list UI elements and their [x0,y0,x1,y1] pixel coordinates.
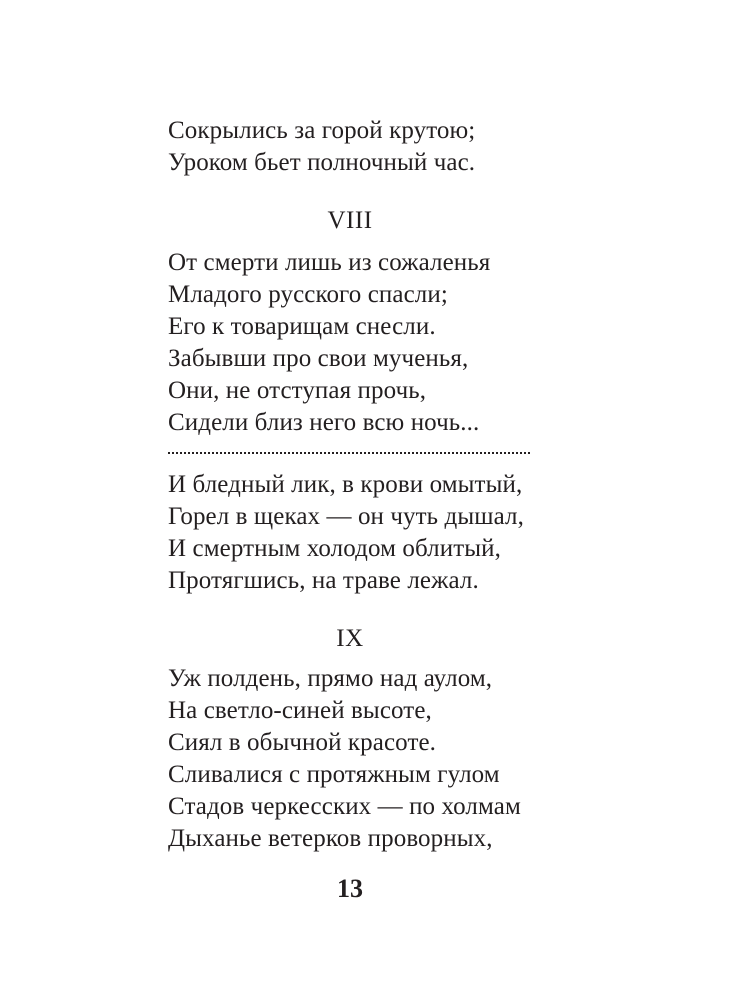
verse-line: От смерти лишь из сожаленья [168,249,491,276]
verse-line: Его к товарищам снесли. [168,313,436,340]
verse-line: Стадов черкесских — по холмам [168,793,521,820]
verse-line: На светло-синей высоте, [168,697,432,724]
verse-line: Горел в щеках — он чуть дышал, [168,503,524,530]
section-heading-ix: IX [336,625,364,652]
section-heading-viii: VIII [327,207,373,234]
verse-line: Забывши про свои мученья, [168,345,469,372]
verse-line: Протягшись, на траве лежал. [168,567,479,594]
verse-line: И смертным холодом облитый, [168,535,501,562]
page-number: 13 [337,874,363,903]
verse-line: И бледный лик, в крови омытый, [168,471,523,498]
verse-line: Младого русского спасли; [168,281,448,308]
verse-line: Уроком бьет полночный час. [168,149,476,176]
verse-line: Сливалися с протяжным гулом [168,761,500,788]
omission-dotted-line [168,452,530,454]
verse-line: Сидели близ него всю ночь... [168,409,480,436]
verse-line: Уж полдень, прямо над аулом, [168,665,493,692]
verse-line: Сокрылись за горой крутою; [168,117,476,144]
verse-line: Дыханье ветерков проворных, [168,825,493,852]
verse-line: Сиял в обычной красоте. [168,729,437,756]
verse-line: Они, не отступая прочь, [168,377,427,404]
